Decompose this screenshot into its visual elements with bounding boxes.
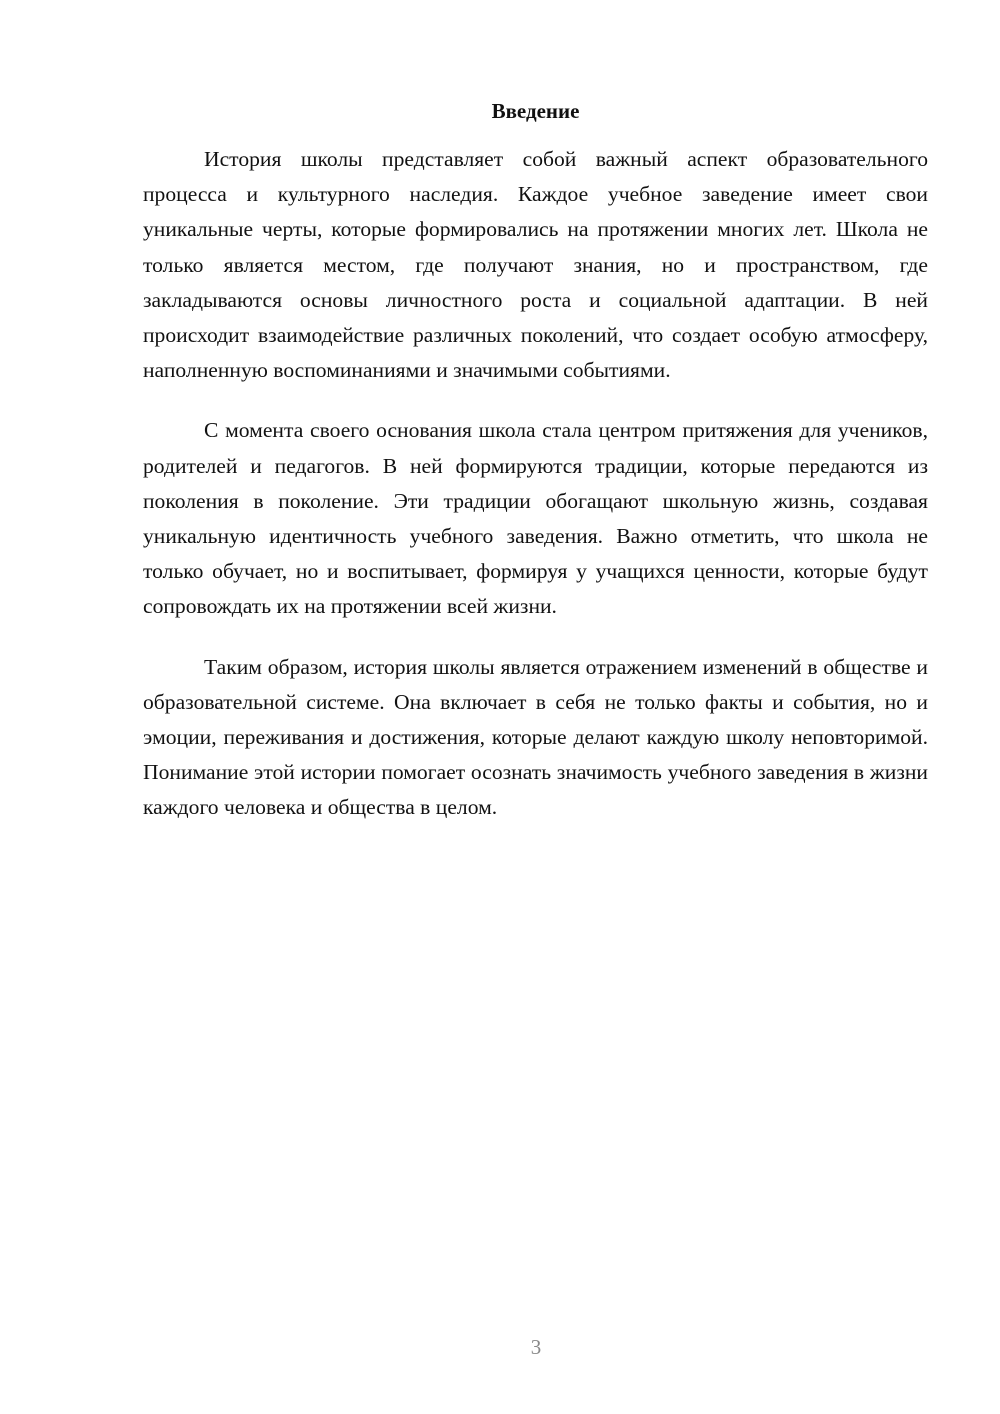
section-heading: Введение [491,99,580,123]
paragraph-3: Таким образом, история школы является отражением изменений в обществе и образовательной системе. Она включает в себя не только факты и события, но и эмоции, переживания и достижения, которые делают каждую школу неповторимой. Понимание этой истории помогает осознать значимость учебного заведения в жизни каждого человека и общества в целом. [143,654,928,820]
paragraph-2: С момента своего основания школа стала центром притяжения для учеников, родителей и педагогов. В ней формируются традиции, которые передаются из поколения в поколение. Эти традиции обогащают школьную жизнь, создавая уникальную идентичность учебного заведения. Важно отметить, что школа не только обучает, но и воспитывает, формируя у учащихся ценности, которые будут сопровождать их на протяжении всей жизни. [143,418,928,619]
body-text [143,142,928,851]
page-number: 3 [530,1335,542,1359]
paragraph-1: История школы представляет собой важный аспект образовательного процесса и культурного наследия. Каждое учебное заведение имеет свои уникальные черты, которые формировались на протяжении многих лет. Школа не только является местом, где получают знания, но и пространством, где закладываются основы личностного роста и социальной адаптации. В ней происходит взаимодействие различных поколений, что создает особую атмосферу, наполненную воспоминаниями и значимыми событиями. [143,147,928,383]
